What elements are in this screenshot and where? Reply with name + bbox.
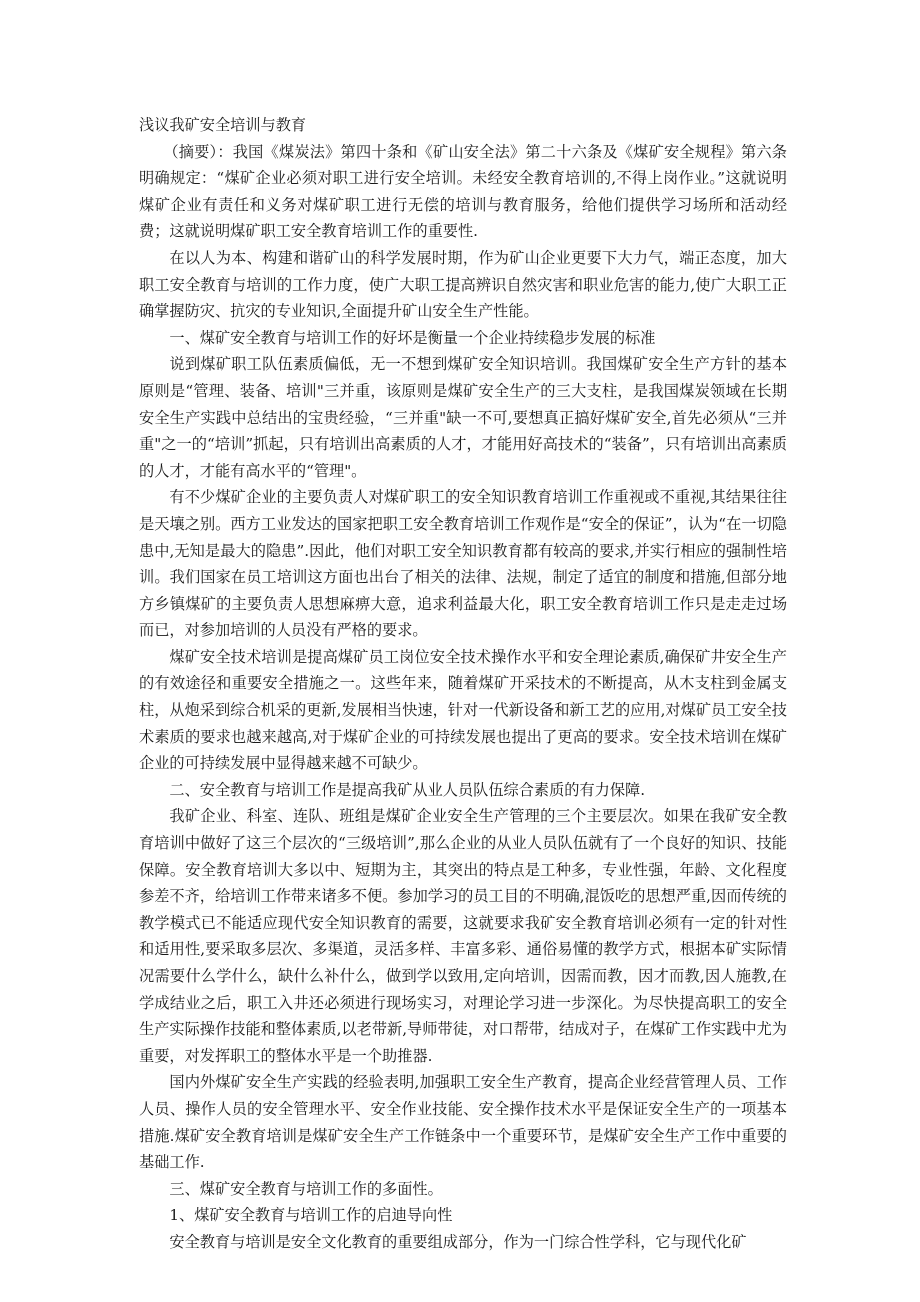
- body-paragraph: 国内外煤矿安全生产实践的经验表明,加强职工安全生产教育，提高企业经营管理人员、工作人员、操作人员的安全管理水平、安全作业技能、安全操作技术水平是保证安全生产的一项基本措施.煤矿安全教育培训是煤矿安全生产工作链条中一个重要环节，是煤矿安全生产工作中重要的基础工作.: [139, 1073, 787, 1172]
- body-paragraph: 有不少煤矿企业的主要负责人对煤矿职工的安全知识教育培训工作重视或不重视,其结果往往是天壤之别。西方工业发达的国家把职工安全教育培训工作观作是“安全的保证”，认为“在一切隐患中,无知是最大的隐患”.因此，他们对职工安全知识教育都有较高的要求,并实行相应的强制性培训。我们国家在员工培训这方面也出台了相关的法律、法规，制定了适宜的制度和措施,但部分地方乡镇煤矿的主要负责人思想麻痹大意，追求利益最大化，职工安全教育培训工作只是走走过场而已，对参加培训的人员没有严格的要求。: [139, 488, 787, 640]
- document-page: [139, 112, 787, 1256]
- subsection-heading-1: 1、煤矿安全教育与培训工作的启迪导向性: [169, 1206, 453, 1225]
- section-heading-1: 一、煤矿安全教育与培训工作的好坏是衡量一个企业持续稳步发展的标准: [169, 328, 656, 347]
- body-paragraph: 说到煤矿职工队伍素质偏低，无一不想到煤矿安全知识培训。我国煤矿安全生产方针的基本原则是“管理、装备、培训"三并重，该原则是煤矿安全生产的三大支柱，是我国煤炭领域在长期安全生产实践中总结出的宝贵经验，“三并重"缺一不可,要想真正搞好煤矿安全,首先必须从“三并重"之一的“培训”抓起，只有培训出高素质的人才，才能用好高技术的“装备”，只有培训出高素质的人才，才能有高水平的“管理"。: [139, 355, 787, 480]
- abstract-paragraph: （摘要）：我国《煤炭法》第四十条和《矿山安全法》第二十六条及《煤矿安全规程》第六条明确规定：“煤矿企业必须对职工进行安全培训。未经安全教育培训的,不得上岗作业。”这就说明煤矿企业有责任和义务对煤矿职工进行无偿的培训与教育服务，给他们提供学习场所和活动经费；这就说明煤矿职工安全教育培训工作的重要性.: [139, 142, 787, 241]
- body-paragraph: 在以人为本、构建和谐矿山的科学发展时期，作为矿山企业更要下大力气，端正态度，加大职工安全教育与培训的工作力度，使广大职工提高辨识自然灾害和职业危害的能力,使广大职工正确掌握防灾、抗灾的专业知识,全面提升矿山安全生产性能。: [139, 248, 787, 321]
- body-paragraph: 安全教育与培训是安全文化教育的重要组成部分，作为一门综合性学科，它与现代化矿: [169, 1232, 747, 1251]
- document-title: 浅议我矿安全培训与教育: [139, 116, 307, 134]
- section-heading-3: 三、煤矿安全教育与培训工作的多面性。: [169, 1179, 443, 1198]
- body-paragraph: 煤矿安全技术培训是提高煤矿员工岗位安全技术操作水平和安全理论素质,确保矿井安全生产的有效途径和重要安全措施之一。这些年来，随着煤矿开采技术的不断提高，从木支柱到金属支柱，从炮采到综合机采的更新,发展相当快速，针对一代新设备和新工艺的应用,对煤矿员工安全技术素质的要求也越来越高,对于煤矿企业的可持续发展也提出了更高的要求。安全技术培训在煤矿企业的可持续发展中显得越来越不可缺少。: [139, 647, 787, 773]
- section-heading-2: 二、安全教育与培训工作是提高我矿从业人员队伍综合素质的有力保障.: [169, 780, 646, 799]
- body-paragraph: 我矿企业、科室、连队、班组是煤矿企业安全生产管理的三个主要层次。如果在我矿安全教育培训中做好了这三个层次的“三级培训”,那么企业的从业人员队伍就有了一个良好的知识、技能保障。安全教育培训大多以中、短期为主，其突出的特点是工种多，专业性强，年龄、文化程度参差不齐，给培训工作带来诸多不便。参加学习的员工目的不明确,混饭吃的思想严重,因而传统的教学模式已不能适应现代安全知识教育的需要，这就要求我矿安全教育培训必须有一定的针对性和适用性,要采取多层次、多渠道，灵活多样、丰富多彩、通俗易懂的教学方式，根据本矿实际情况需要什么学什么，缺什么补什么，做到学以致用,定向培训，因需而教，因才而教,因人施教,在学成结业之后，职工入井还必须进行现场实习，对理论学习进一步深化。为尽快提高职工的安全生产实际操作技能和整体素质,以老带新,导师带徒，对口帮带，结成对子，在煤矿工作实践中尤为重要，对发挥职工的整体水平是一个助推器.: [139, 807, 787, 1065]
